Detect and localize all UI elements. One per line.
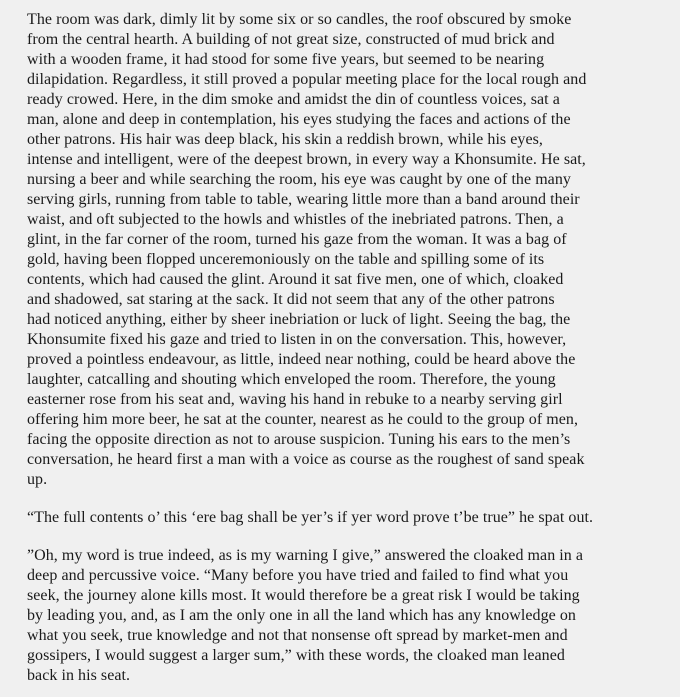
text-line: ”Oh, my word is true indeed, as is my warning I give,” answered the cloaked man in a	[27, 547, 584, 564]
text-line: dilapidation. Regardless, it still proved a popular meeting place for the local rough and	[27, 71, 587, 88]
text-line: and shadowed, sat staring at the sack. It did not seem that any of the other patrons	[27, 291, 555, 308]
text-line: glint, in the far corner of the room, turned his gaze from the woman. It was a bag of	[27, 231, 567, 248]
paragraph-spacer	[27, 490, 652, 508]
text-line: with a wooden frame, it had stood for some five years, but seemed to be nearing	[27, 51, 545, 68]
text-line: The room was dark, dimly lit by some six or so candles, the roof obscured by smoke	[27, 11, 572, 28]
text-line: Khonsumite fixed his gaze and tried to listen in on the conversation. This, however,	[27, 331, 567, 348]
text-line: by leading you, and, as I am the only one in all the land which has any knowledge on	[27, 607, 576, 624]
paragraph-2	[27, 508, 652, 528]
paragraph-3	[27, 546, 652, 686]
text-line: proved a pointless endeavour, as little, indeed near nothing, could be heard above the	[27, 351, 576, 368]
text-line: “The full contents o’ this ‘ere bag shall be yer’s if yer word prove t’be true” he spat out.	[27, 509, 594, 526]
text-line: back in his seat.	[27, 667, 131, 684]
text-line: up.	[27, 471, 48, 488]
text-line: had noticed anything, either by sheer inebriation or luck of light. Seeing the bag, the	[27, 311, 571, 328]
text-line: waist, and oft subjected to the howls and whistles of the inebriated patrons. Then, a	[27, 211, 564, 228]
text-line: other patrons. His hair was deep black, his skin a reddish brown, while his eyes,	[27, 131, 543, 148]
text-line: deep and percussive voice. “Many before you have tried and failed to find what you	[27, 567, 569, 584]
text-line: serving girls, running from table to table, wearing little more than a band around their	[27, 191, 580, 208]
text-line: intense and intelligent, were of the deepest brown, in every way a Khonsumite. He sat,	[27, 151, 586, 168]
text-line: easterner rose from his seat and, waving his hand in rebuke to a nearby serving girl	[27, 391, 563, 408]
paragraph-spacer	[27, 528, 652, 546]
text-line: seek, the journey alone kills most. It would therefore be a great risk I would be taking	[27, 587, 580, 604]
text-line: gossipers, I would suggest a larger sum,” with these words, the cloaked man leaned	[27, 647, 565, 664]
text-line: contents, which had caused the glint. Around it sat five men, one of which, cloaked	[27, 271, 564, 288]
text-line: ready crowed. Here, in the dim smoke and amidst the din of countless voices, sat a	[27, 91, 560, 108]
text-line: conversation, he heard first a man with a voice as course as the roughest of sand speak	[27, 451, 585, 468]
text-line: offering him more beer, he sat at the counter, nearest as he could to the group of men,	[27, 411, 579, 428]
text-line: nursing a beer and while searching the room, his eye was caught by one of the many	[27, 171, 571, 188]
text-line: man, alone and deep in contemplation, his eyes studying the faces and actions of the	[27, 111, 571, 128]
text-line: what you seek, true knowledge and not that nonsense oft spread by market-men and	[27, 627, 568, 644]
text-line: from the central hearth. A building of not great size, constructed of mud brick and	[27, 31, 555, 48]
text-line: facing the opposite direction as not to arouse suspicion. Tuning his ears to the men’s	[27, 431, 571, 448]
text-line: gold, having been flopped unceremoniously on the table and spilling some of its	[27, 251, 545, 268]
text-line: laughter, catcalling and shouting which enveloped the room. Therefore, the young	[27, 371, 556, 388]
paragraph-1	[27, 10, 652, 490]
